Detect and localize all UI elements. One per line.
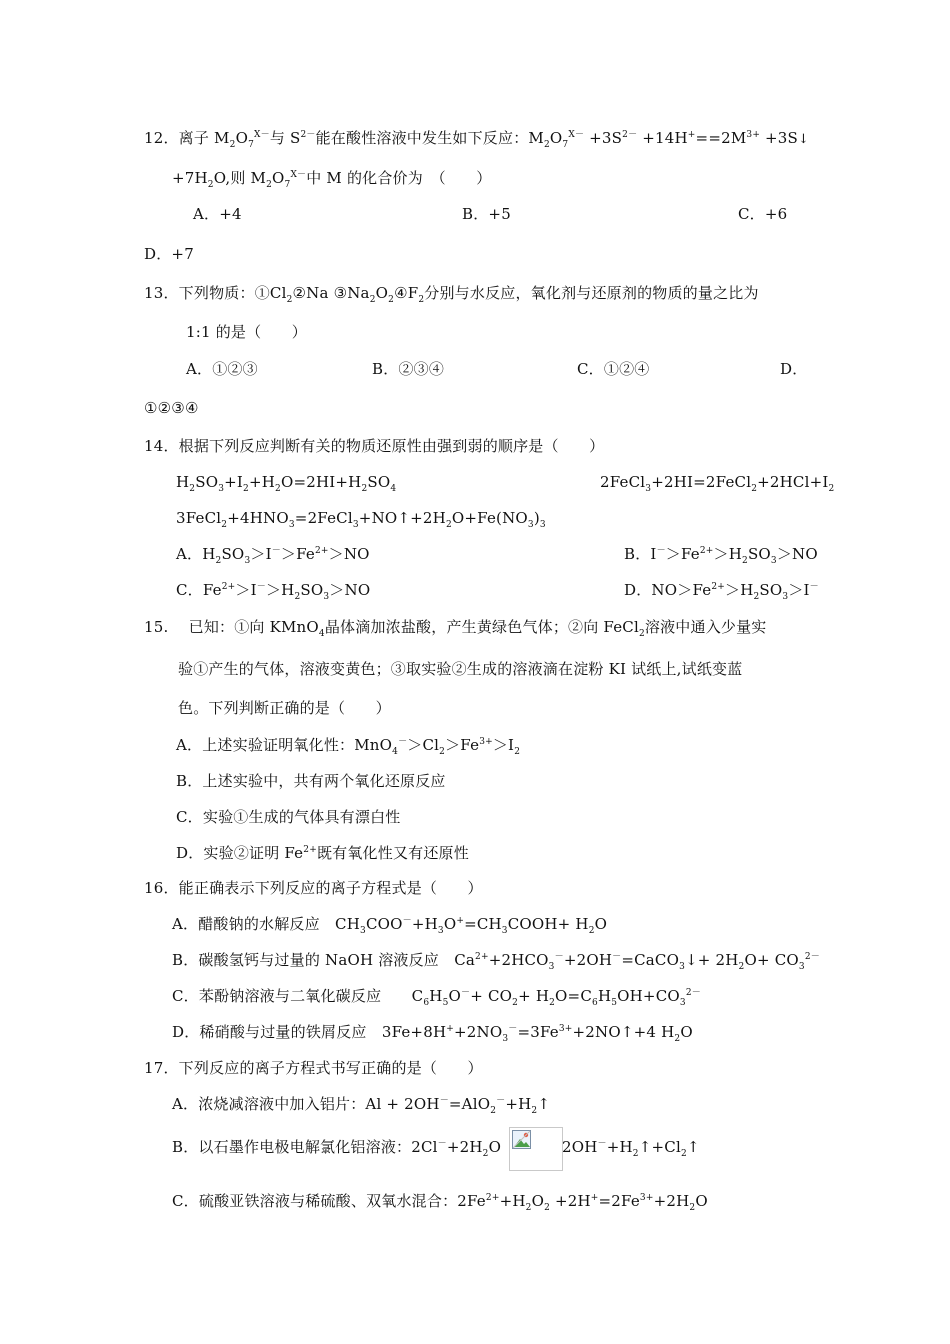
q14-option-d: D．$NO>Fe^{2+}>H_2SO_3>I^-$	[624, 581, 819, 602]
q15-option-a: A．上述实验证明氧化性：$MnO_4^->Cl_2>Fe^{3+}>I_2$	[176, 736, 521, 757]
q17-option-a: A．浓烧减溶液中加入铝片：$Al + 2OH^-=AlO_2^-+H_2↑$	[172, 1095, 551, 1116]
q12-line2: $+7H_2O$,则 $M_2O_7^{X-}$中 M 的化合价为 （ ）	[172, 169, 492, 190]
q13-option-b: B．②③④	[372, 360, 445, 378]
q15-option-c: C．实验①生成的气体具有漂白性	[176, 808, 401, 826]
q13-line2: 1:1 的是（ ）	[186, 323, 307, 341]
precipitate-arrow-icon: ↓	[798, 132, 810, 147]
q15-option-d: D．实验②证明 $Fe^{2+}$既有氧化性又有还原性	[176, 844, 469, 862]
q12-option-b: B．+5	[462, 205, 511, 223]
q14-option-b: B．$I^->Fe^{2+}>H_2SO_3>NO$	[624, 545, 818, 566]
q12-option-c: C．+6	[738, 205, 788, 223]
q15-line3: 色。下列判断正确的是（ ）	[178, 699, 391, 717]
q17-option-c: C．硫酸亚铁溶液与稀硫酸、双氧水混合：$2Fe^{2+}+H_2O_2 +2H^+=2Fe^{3+}+2H_2O$	[172, 1192, 708, 1213]
q14-stem: 14．根据下列反应判断有关的物质还原性由强到弱的顺序是（ ）	[144, 437, 605, 455]
q13-line1: 13．下列物质：$①Cl_2②Na$ $③Na_2O_2④F_2$分别与水反应，氧化剂与还原剂的物质的量之比为	[144, 284, 759, 305]
q13-option-d: D．	[780, 360, 808, 378]
q15-option-b: B．上述实验中，共有两个氧化还原反应	[176, 772, 446, 790]
q14-equation-1: $H_2SO_3+I_2+H_2O=2HI+H_2SO_4$	[176, 473, 397, 494]
q17-stem: 17．下列反应的离子方程式书写正确的是（ ）	[144, 1059, 483, 1077]
q16-option-c: C．苯酚钠溶液与二氧化碳反应 $C_6H_5O^-+ CO_2+ H_2O=C_6H_5OH+CO_3^{2-}$	[172, 987, 701, 1008]
q12-option-d: D．+7	[144, 245, 194, 263]
q14-option-c: C．$Fe^{2+}>I^->H_2SO_3>NO$	[176, 581, 371, 602]
q12-line1: 12．离子 $M_2O_7^{X-}$与 $S^{2-}$能在酸性溶液中发生如下反应：$M_2O_7^{X-} +3S^{2-} +14H^+==2M^{3+}$ +3S↓	[144, 129, 810, 150]
q15-line1: 15. 已知：①向 KMnO$_4$晶体滴加浓盐酸，产生黄绿色气体；②向 FeCl$_2$溶液中通入少量实	[144, 618, 767, 639]
q16-stem: 16．能正确表示下列反应的离子方程式是（ ）	[144, 879, 483, 897]
broken-image-icon	[509, 1127, 563, 1171]
q13-option-c: C．①②④	[577, 360, 650, 378]
q17-option-b-left: B．以石墨作电极电解氯化铝溶液：$2Cl^-+2H_2O$	[172, 1138, 502, 1159]
q14-equation-2: $2FeCl_3+2HI=2FeCl_2+2HCl+I_2$	[600, 473, 835, 494]
q16-option-d: D．稀硝酸与过量的铁屑反应 $3Fe+8H^++2NO_3^-=3Fe^{3+}+2NO↑+4$ $H_2O$	[172, 1023, 693, 1044]
broken-image-glyph	[512, 1130, 532, 1150]
q16-option-b: B．碳酸氢钙与过量的 NaOH 溶液反应 $Ca^{2+}+2HCO_3^-+2OH^-=CaCO_3↓+ 2H_2O+ CO_3^{2-}$	[172, 951, 820, 972]
q14-equation-3: $3FeCl_2+4HNO_3=2FeCl_3+NO↑+2H_2O+Fe(NO_3)_3$	[176, 509, 546, 530]
q14-option-a: A．$H_2SO_3>I^->Fe^{2+}>NO$	[176, 545, 370, 566]
q13-option-d-continued: ①②③④	[144, 399, 199, 417]
q12-option-a: A．+4	[193, 205, 242, 223]
q15-line2: 验①产生的气体，溶液变黄色；③取实验②生成的溶液滴在淀粉 KI 试纸上,试纸变蓝	[178, 660, 743, 678]
q13-option-a: A．①②③	[186, 360, 258, 378]
q17-option-b-right: $2OH^-+H_2↑+Cl_2↑$	[562, 1138, 700, 1159]
q16-option-a: A．醋酸钠的水解反应 $CH_3COO^-+H_3O^+=CH_3COOH+ H_2O$	[172, 915, 608, 936]
